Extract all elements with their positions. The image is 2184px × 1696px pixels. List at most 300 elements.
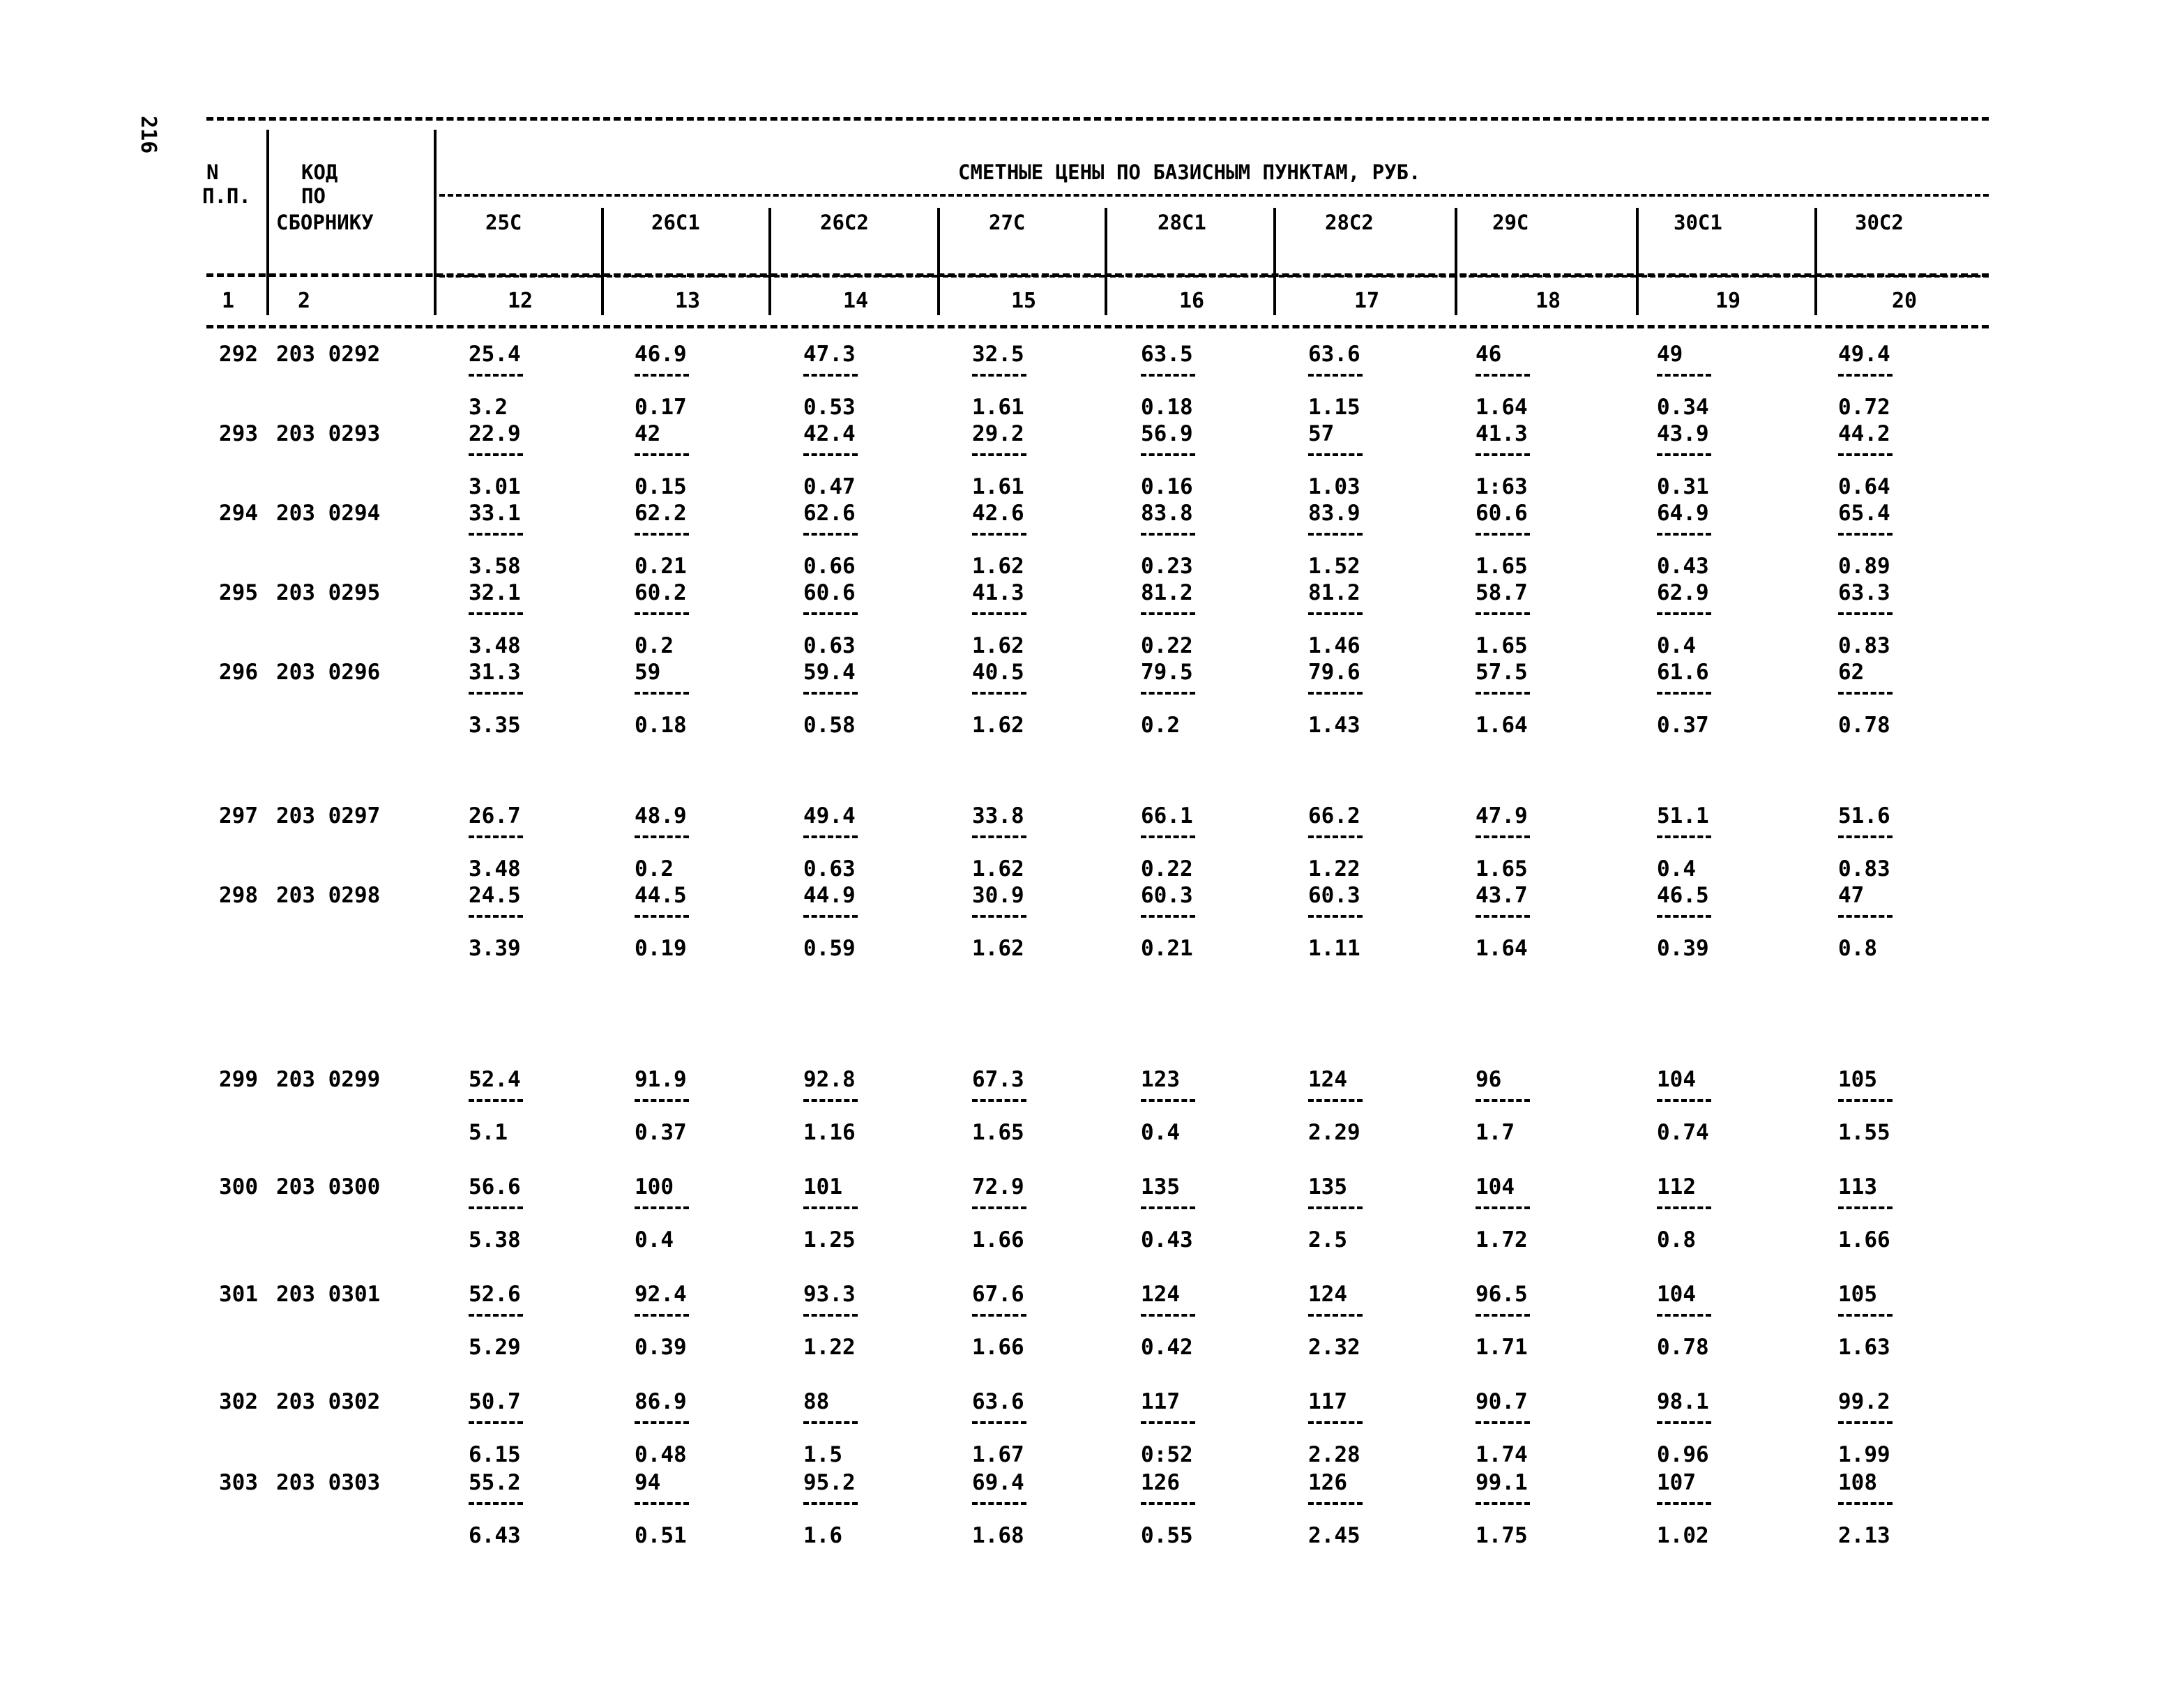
labor-value: 0.23 [1141,554,1193,579]
column-number: 20 [1891,289,1918,313]
labor-value: 1.71 [1476,1335,1528,1360]
fraction-line [1657,915,1711,918]
column-number: 13 [674,289,701,313]
fraction-line [972,1206,1026,1209]
fraction-line [972,1314,1026,1317]
fraction-line [1476,533,1530,536]
price-value: 46 [1476,342,1502,367]
fraction-line [469,1099,523,1102]
price-value: 63.3 [1838,580,1890,605]
labor-value: 1.72 [1476,1227,1528,1252]
price-col-header: 25С [485,211,522,234]
labor-value: 0.66 [803,554,856,579]
price-value: 124 [1308,1067,1347,1092]
fraction-line [1838,1502,1893,1505]
fraction-line [972,453,1026,456]
labor-value: 0.39 [1657,936,1709,961]
price-value: 62.9 [1657,580,1709,605]
fraction-line [1308,533,1363,536]
price-value: 92.8 [803,1067,856,1092]
fraction-line [1657,374,1711,377]
price-value: 52.4 [469,1067,521,1092]
row-code: 203 0295 [276,580,381,605]
labor-value: 0.21 [635,554,687,579]
labor-value: 0.17 [635,395,687,420]
price-value: 60.3 [1141,883,1193,908]
price-value: 61.6 [1657,660,1709,685]
labor-value: 1.22 [1308,856,1360,881]
column-number: 15 [1010,289,1037,313]
labor-value: 3.35 [469,713,521,738]
labor-value: 0.72 [1838,395,1890,420]
column-number: 16 [1178,289,1205,313]
row-number: 302 [219,1389,258,1414]
price-value: 62 [1838,660,1865,685]
fraction-line [1657,1099,1711,1102]
labor-value: 1.02 [1657,1523,1709,1548]
fraction-line [635,692,689,695]
price-value: 49.4 [1838,342,1890,367]
labor-value: 1.62 [972,856,1024,881]
labor-value: 1.63 [1838,1335,1890,1360]
page-number: 216 [136,116,160,154]
labor-value: 0.21 [1141,936,1193,961]
labor-value: 0.34 [1657,395,1709,420]
fraction-line [635,1099,689,1102]
price-value: 95.2 [803,1470,856,1495]
labor-value: 0.55 [1141,1523,1193,1548]
price-col-header: 30С2 [1855,211,1904,234]
fraction-line [1476,915,1530,918]
labor-value: 0.8 [1838,936,1877,961]
labor-value: 1.5 [803,1442,842,1467]
column-number: 12 [507,289,533,313]
price-value: 41.3 [1476,421,1528,446]
fraction-line [803,374,858,377]
fraction-line [635,1502,689,1505]
labor-value: 0.18 [635,713,687,738]
row-number: 293 [219,421,258,446]
fraction-line [1657,533,1711,536]
fraction-line [469,1314,523,1317]
price-col-header: 28С1 [1158,211,1206,234]
fraction-line [1141,1502,1195,1505]
row-number: 298 [219,883,258,908]
fraction-line [1141,374,1195,377]
fraction-line [1657,1502,1711,1505]
fraction-line [1838,1421,1893,1424]
labor-value: 1.66 [1838,1227,1890,1252]
labor-value: 0.53 [803,395,856,420]
price-value: 67.3 [972,1067,1024,1092]
price-value: 126 [1141,1470,1180,1495]
fraction-line [1838,374,1893,377]
price-value: 50.7 [469,1389,521,1414]
price-value: 51.1 [1657,803,1709,828]
labor-value: 0.8 [1657,1227,1696,1252]
labor-value: 0.22 [1141,856,1193,881]
column-divider [1273,285,1276,315]
labor-value: 1.75 [1476,1523,1528,1548]
fraction-line [1308,612,1363,615]
labor-value: 1.52 [1308,554,1360,579]
column-divider [601,285,604,315]
fraction-line [1141,692,1195,695]
labor-value: 1.11 [1308,936,1360,961]
labor-value: 0.43 [1141,1227,1193,1252]
labor-value: 5.1 [469,1120,508,1145]
fraction-line [635,915,689,918]
price-value: 32.1 [469,580,521,605]
labor-value: 0.51 [635,1523,687,1548]
price-value: 135 [1308,1174,1347,1199]
fraction-line [1838,915,1893,918]
labor-value: 1.6 [803,1523,842,1548]
labor-value: 0.74 [1657,1120,1709,1145]
column-divider [1814,285,1817,315]
price-value: 88 [803,1389,830,1414]
fraction-line [972,612,1026,615]
price-value: 83.8 [1141,501,1193,526]
labor-value: 1.61 [972,474,1024,499]
labor-value: 0.37 [635,1120,687,1145]
fraction-line [1838,1206,1893,1209]
fraction-line [469,453,523,456]
fraction-line [635,1421,689,1424]
column-number: 17 [1353,289,1380,313]
price-value: 46.9 [635,342,687,367]
fraction-line [1476,1502,1530,1505]
price-value: 41.3 [972,580,1024,605]
price-value: 60.3 [1308,883,1360,908]
labor-value: 3.2 [469,395,508,420]
labor-value: 1.43 [1308,713,1360,738]
price-value: 48.9 [635,803,687,828]
fraction-line [1308,835,1363,838]
column-divider [1636,285,1639,315]
labor-value: 6.43 [469,1523,521,1548]
fraction-line [1141,915,1195,918]
fraction-line [469,533,523,536]
labor-value: 0.78 [1838,713,1890,738]
fraction-line [1838,1314,1893,1317]
fraction-line [1476,374,1530,377]
fraction-line [803,692,858,695]
labor-value: 0.42 [1141,1335,1193,1360]
labor-value: 1.16 [803,1120,856,1145]
labor-value: 0.48 [635,1442,687,1467]
labor-value: 1.99 [1838,1442,1890,1467]
table-top-rule [206,117,1989,121]
fraction-line [1657,1421,1711,1424]
labor-value: 1.62 [972,713,1024,738]
price-value: 63.6 [972,1389,1024,1414]
fraction-line [635,374,689,377]
price-value: 25.4 [469,342,521,367]
labor-value: 1.46 [1308,633,1360,658]
price-value: 91.9 [635,1067,687,1092]
fraction-line [1141,533,1195,536]
price-value: 56.6 [469,1174,521,1199]
price-value: 99.2 [1838,1389,1890,1414]
labor-value: 0.89 [1838,554,1890,579]
fraction-line [1308,692,1363,695]
fraction-line [1476,1421,1530,1424]
labor-value: 1.22 [803,1335,856,1360]
price-value: 100 [635,1174,674,1199]
fraction-line [803,453,858,456]
price-value: 58.7 [1476,580,1528,605]
labor-value: 1.62 [972,936,1024,961]
labor-value: 1.55 [1838,1120,1890,1145]
labor-value: 5.38 [469,1227,521,1252]
fraction-line [1476,835,1530,838]
labor-value: 5.29 [469,1335,521,1360]
labor-value: 0.31 [1657,474,1709,499]
fraction-line [1308,1314,1363,1317]
labor-value: 0.22 [1141,633,1193,658]
price-value: 29.2 [972,421,1024,446]
fraction-line [1838,612,1893,615]
row-number: 303 [219,1470,258,1495]
labor-value: 0.4 [1141,1120,1180,1145]
fraction-line [1838,1099,1893,1102]
price-value: 83.9 [1308,501,1360,526]
price-value: 96.5 [1476,1282,1528,1307]
fraction-line [1657,612,1711,615]
fraction-line [1308,374,1363,377]
price-value: 42.4 [803,421,856,446]
row-number: 300 [219,1174,258,1199]
fraction-line [469,915,523,918]
price-value: 49.4 [803,803,856,828]
labor-value: 1.64 [1476,713,1528,738]
price-value: 44.5 [635,883,687,908]
price-value: 104 [1657,1067,1696,1092]
fraction-line [1308,915,1363,918]
labor-value: 1.65 [1476,554,1528,579]
row-code: 203 0294 [276,501,381,526]
price-value: 22.9 [469,421,521,446]
price-value: 79.6 [1308,660,1360,685]
price-col-header: 28С2 [1325,211,1374,234]
row-code: 203 0296 [276,660,381,685]
labor-value: 3.48 [469,856,521,881]
price-value: 57.5 [1476,660,1528,685]
price-value: 62.2 [635,501,687,526]
column-divider [266,285,269,315]
price-value: 47.3 [803,342,856,367]
fraction-line [635,1314,689,1317]
fraction-line [469,374,523,377]
labor-value: 1.66 [972,1335,1024,1360]
labor-value: 1.66 [972,1227,1024,1252]
labor-value: 1.68 [972,1523,1024,1548]
group-title-rule [439,194,1989,197]
labor-value: 0.4 [1657,633,1696,658]
fraction-line [469,1502,523,1505]
price-value: 124 [1308,1282,1347,1307]
price-value: 99.1 [1476,1470,1528,1495]
labor-value: 0.59 [803,936,856,961]
labor-value: 0.4 [1657,856,1696,881]
labor-value: 1.64 [1476,936,1528,961]
fraction-line [1476,1206,1530,1209]
labor-value: 0.96 [1657,1442,1709,1467]
price-value: 43.9 [1657,421,1709,446]
labor-value: 1.65 [1476,633,1528,658]
fraction-line [635,612,689,615]
price-value: 69.4 [972,1470,1024,1495]
labor-value: 1.61 [972,395,1024,420]
row-code: 203 0293 [276,421,381,446]
labor-value: 1.64 [1476,395,1528,420]
fraction-line [1308,453,1363,456]
price-value: 60.6 [1476,501,1528,526]
column-divider [434,285,437,315]
labor-value: 0.43 [1657,554,1709,579]
price-value: 101 [803,1174,842,1199]
price-value: 108 [1838,1470,1877,1495]
price-value: 81.2 [1308,580,1360,605]
n-header-line-2: П.П. [202,184,251,208]
fraction-line [1476,692,1530,695]
column-number: 14 [842,289,869,313]
fraction-line [1657,1314,1711,1317]
fraction-line [635,835,689,838]
labor-value: 0.2 [1141,713,1180,738]
price-value: 126 [1308,1470,1347,1495]
row-number: 297 [219,803,258,828]
price-value: 42.6 [972,501,1024,526]
fraction-line [803,1314,858,1317]
labor-value: 0.63 [803,856,856,881]
price-value: 63.6 [1308,342,1360,367]
price-value: 47.9 [1476,803,1528,828]
price-value: 24.5 [469,883,521,908]
labor-value: 3.48 [469,633,521,658]
labor-value: 0.58 [803,713,856,738]
column-number: 2 [297,289,311,313]
price-value: 113 [1838,1174,1877,1199]
labor-value: 1.7 [1476,1120,1515,1145]
price-value: 86.9 [635,1389,687,1414]
column-divider [1105,285,1107,315]
col-number-rule [206,273,1989,277]
fraction-line [803,835,858,838]
row-code: 203 0300 [276,1174,381,1199]
fraction-line [635,1206,689,1209]
fraction-line [469,612,523,615]
labor-value: 0.19 [635,936,687,961]
labor-value: 0.83 [1838,633,1890,658]
price-value: 124 [1141,1282,1180,1307]
price-value: 104 [1657,1282,1696,1307]
price-value: 96 [1476,1067,1502,1092]
labor-value: 0.15 [635,474,687,499]
fraction-line [1141,453,1195,456]
labor-value: 2.13 [1838,1523,1890,1548]
fraction-line [1838,453,1893,456]
fraction-line [1141,1206,1195,1209]
fraction-line [803,1421,858,1424]
price-value: 63.5 [1141,342,1193,367]
fraction-line [803,1099,858,1102]
price-value: 51.6 [1838,803,1890,828]
row-number: 292 [219,342,258,367]
row-number: 299 [219,1067,258,1092]
row-code: 203 0297 [276,803,381,828]
fraction-line [1657,453,1711,456]
price-value: 105 [1838,1067,1877,1092]
row-code: 203 0301 [276,1282,381,1307]
labor-value: 1.03 [1308,474,1360,499]
price-value: 60.6 [803,580,856,605]
row-code: 203 0298 [276,883,381,908]
labor-value: 1.74 [1476,1442,1528,1467]
price-value: 43.7 [1476,883,1528,908]
labor-value: 1.25 [803,1227,856,1252]
price-col-header: 30С1 [1674,211,1722,234]
labor-value: 0.4 [635,1227,674,1252]
labor-value: 2.29 [1308,1120,1360,1145]
fraction-line [635,533,689,536]
price-value: 92.4 [635,1282,687,1307]
row-number: 301 [219,1282,258,1307]
labor-value: 0.78 [1657,1335,1709,1360]
header-bottom-rule [206,325,1989,328]
fraction-line [972,835,1026,838]
price-value: 62.6 [803,501,856,526]
fraction-line [972,533,1026,536]
price-value: 55.2 [469,1470,521,1495]
price-col-header: 29С [1492,211,1529,234]
column-number: 19 [1715,289,1741,313]
labor-value: 0.16 [1141,474,1193,499]
column-divider [768,285,771,315]
fraction-line [1308,1421,1363,1424]
fraction-line [1141,1099,1195,1102]
fraction-line [1308,1099,1363,1102]
price-value: 33.1 [469,501,521,526]
fraction-line [972,1421,1026,1424]
fraction-line [972,1099,1026,1102]
row-code: 203 0299 [276,1067,381,1092]
code-header-line-2: ПО [301,184,326,208]
fraction-line [1838,533,1893,536]
labor-value: 2.28 [1308,1442,1360,1467]
labor-value: 0.2 [635,633,674,658]
fraction-line [1476,612,1530,615]
price-value: 59.4 [803,660,856,685]
price-value: 59 [635,660,661,685]
labor-value: 0.2 [635,856,674,881]
price-value: 44.2 [1838,421,1890,446]
fraction-line [1308,1206,1363,1209]
fraction-line [635,453,689,456]
labor-value: 1.65 [972,1120,1024,1145]
column-number: 18 [1535,289,1561,313]
fraction-line [469,835,523,838]
labor-value: 1.62 [972,554,1024,579]
price-value: 56.9 [1141,421,1193,446]
fraction-line [1141,835,1195,838]
price-col-header: 26С1 [651,211,700,234]
fraction-line [803,915,858,918]
labor-value: 2.5 [1308,1227,1347,1252]
price-value: 42 [635,421,661,446]
price-value: 117 [1141,1389,1180,1414]
